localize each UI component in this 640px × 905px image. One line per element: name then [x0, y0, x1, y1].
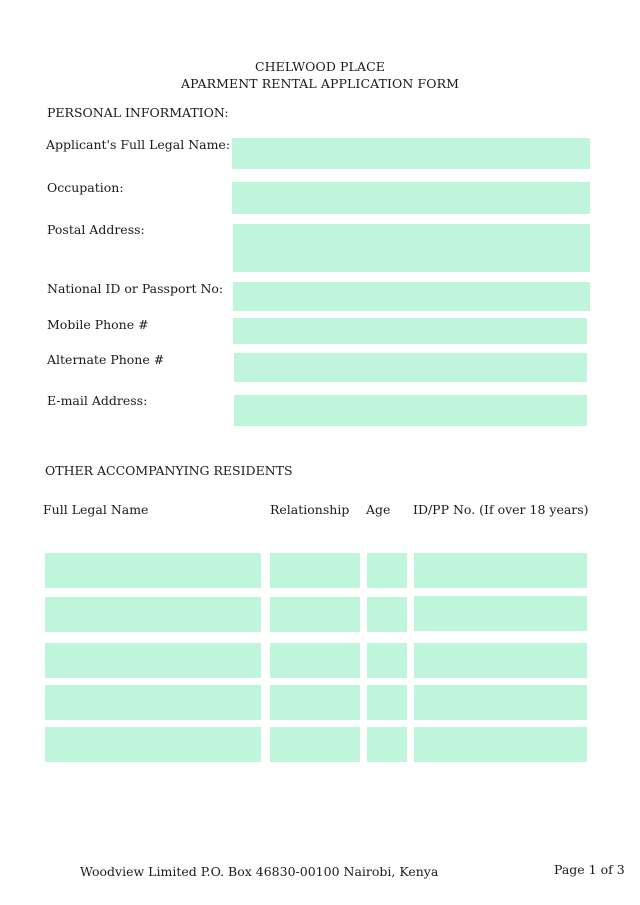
postal-address-input[interactable] [233, 224, 590, 272]
resident-relationship-input[interactable] [270, 597, 360, 632]
alternate-phone-input[interactable] [234, 353, 587, 382]
col-header-id: ID/PP No. (If over 18 years) [413, 502, 589, 517]
resident-age-input[interactable] [367, 727, 407, 762]
resident-id-input[interactable] [414, 596, 587, 631]
resident-relationship-input[interactable] [270, 643, 360, 678]
mobile-phone-input[interactable] [233, 318, 587, 344]
alternate-phone-label: Alternate Phone # [47, 352, 165, 367]
postal-address-label: Postal Address: [47, 222, 145, 237]
resident-name-input[interactable] [45, 685, 261, 720]
resident-relationship-input[interactable] [270, 685, 360, 720]
resident-name-input[interactable] [45, 643, 261, 678]
col-header-name: Full Legal Name [43, 502, 149, 517]
resident-name-input[interactable] [45, 727, 261, 762]
col-header-relationship: Relationship [270, 502, 350, 517]
national-id-input[interactable] [233, 282, 590, 311]
resident-name-input[interactable] [45, 597, 261, 632]
email-input[interactable] [234, 395, 587, 426]
mobile-phone-label: Mobile Phone # [47, 317, 149, 332]
resident-relationship-input[interactable] [270, 727, 360, 762]
full-name-input[interactable] [232, 138, 590, 169]
resident-age-input[interactable] [367, 685, 407, 720]
form-title: APARMENT RENTAL APPLICATION FORM [180, 76, 460, 91]
national-id-label: National ID or Passport No: [47, 281, 224, 296]
resident-age-input[interactable] [367, 553, 407, 588]
resident-id-input[interactable] [414, 727, 587, 762]
resident-age-input[interactable] [367, 643, 407, 678]
footer-company: Woodview Limited P.O. Box 46830-00100 Nairobi, Kenya [80, 864, 439, 879]
resident-relationship-input[interactable] [270, 553, 360, 588]
email-label: E-mail Address: [47, 393, 148, 408]
full-name-label: Applicant's Full Legal Name: [46, 137, 231, 152]
personal-section-title: PERSONAL INFORMATION: [47, 105, 229, 120]
occupation-label: Occupation: [47, 180, 124, 195]
resident-name-input[interactable] [45, 553, 261, 588]
page-number: Page 1 of 3 [554, 862, 625, 877]
occupation-input[interactable] [232, 182, 590, 214]
residents-section-title: OTHER ACCOMPANYING RESIDENTS [45, 463, 293, 478]
resident-age-input[interactable] [367, 597, 407, 632]
form-title-org: CHELWOOD PLACE [255, 59, 385, 74]
resident-id-input[interactable] [414, 685, 587, 720]
col-header-age: Age [366, 502, 391, 517]
resident-id-input[interactable] [414, 643, 587, 678]
resident-id-input[interactable] [414, 553, 587, 588]
